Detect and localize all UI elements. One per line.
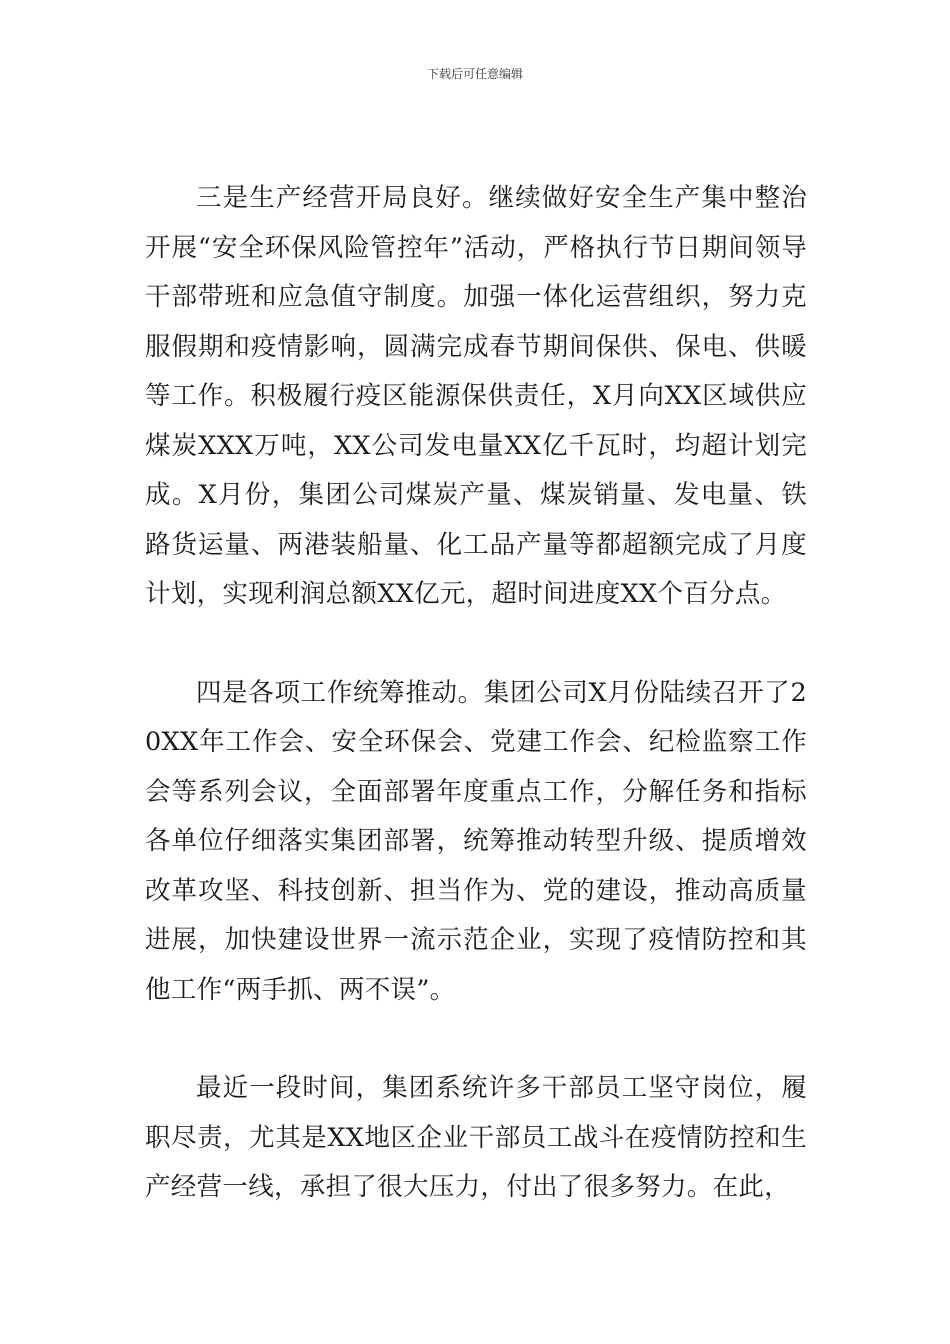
header-note: 下载后可任意编辑 [426, 67, 523, 81]
paragraph-production: 三是生产经营开局良好。继续做好安全生产集中整治开展“安全环保风险管控年”活动，严格执行节日期间领导干部带班和应急值守制度。加强一体化运营组织，努力克服假期和疫情影响，圆满完成春节期间保供、保电、供暖等工作。积极履行疫区能源保供责任，X月向XX区域供应煤炭XXX万吨，XX公司发电量XX亿千瓦时，均超计划完成。X月份，集团公司煤炭产量、煤炭销量、发电量、铁路货运量、两港装船量、化工品产量等都超额完成了月度计划，实现利润总额XX亿元，超时间进度XX个百分点。 [145, 183, 807, 609]
page-body [145, 174, 807, 1262]
paragraph-coordination: 四是各项工作统筹推动。集团公司X月份陆续召开了20XX年工作会、安全环保会、党建工作会、纪检监察工作会等系列会议，全面部署年度重点工作，分解任务和指标各单位仔细落实集团部署，统筹推动转型升级、提质增效改革攻坚、科技创新、担当作为、党的建设，推动高质量进展，加快建设世界一流示范企业，实现了疫情防控和其他工作“两手抓、两不误”。 [145, 677, 807, 1005]
paragraph-recent-period: 最近一段时间，集团系统许多干部员工坚守岗位，履职尽责，尤其是XX地区企业干部员工战斗在疫情防控和生产经营一线，承担了很大压力，付出了很多努力。在此， [145, 1073, 807, 1202]
